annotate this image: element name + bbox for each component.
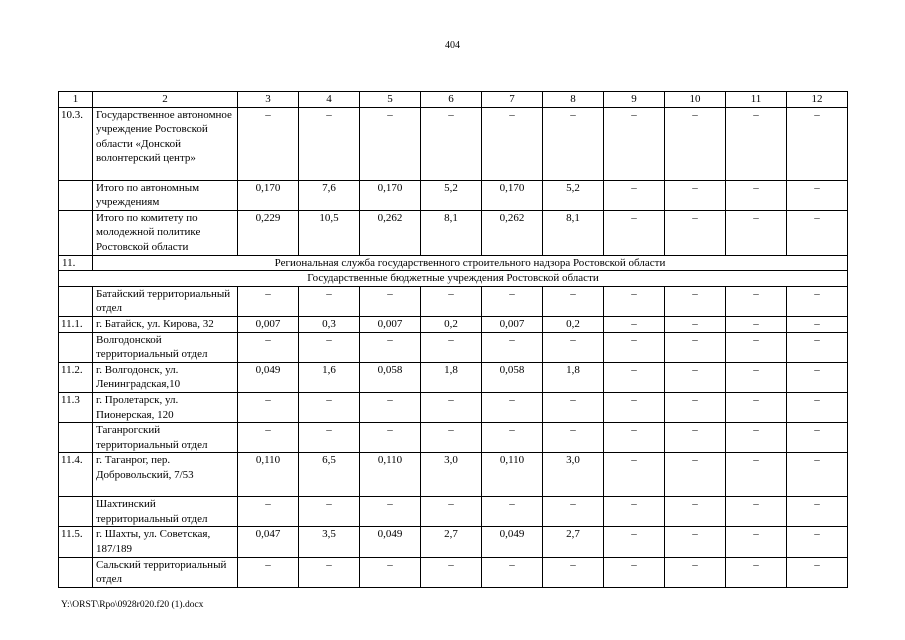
value-cell: – bbox=[604, 316, 665, 332]
value-cell: 1,8 bbox=[421, 362, 482, 392]
row-name: г. Волгодонск, ул. Ленинградская,10 bbox=[93, 362, 238, 392]
value-cell: 0,049 bbox=[238, 362, 299, 392]
value-cell: 7,6 bbox=[299, 180, 360, 210]
subsection-row bbox=[59, 271, 848, 287]
value-cell: – bbox=[604, 332, 665, 362]
table-row bbox=[59, 423, 848, 453]
value-cell: 0,058 bbox=[360, 362, 421, 392]
table-row bbox=[59, 453, 848, 497]
value-cell: 10,5 bbox=[299, 210, 360, 255]
section-title: Региональная служба государственного строительного надзора Ростовской области bbox=[93, 255, 848, 271]
value-cell: – bbox=[482, 497, 543, 527]
row-number bbox=[59, 286, 93, 316]
value-cell: – bbox=[787, 332, 848, 362]
value-cell: – bbox=[238, 497, 299, 527]
table-row bbox=[59, 107, 848, 180]
row-name: г. Шахты, ул. Советская, 187/189 bbox=[93, 527, 238, 557]
value-cell: 0,2 bbox=[421, 316, 482, 332]
column-header: 7 bbox=[482, 92, 543, 108]
row-number: 11.4. bbox=[59, 453, 93, 497]
table-row bbox=[59, 557, 848, 587]
value-cell: 0,170 bbox=[482, 180, 543, 210]
column-header: 11 bbox=[726, 92, 787, 108]
value-cell: – bbox=[787, 286, 848, 316]
value-cell: – bbox=[604, 527, 665, 557]
value-cell: – bbox=[787, 392, 848, 422]
value-cell: – bbox=[726, 423, 787, 453]
row-number bbox=[59, 423, 93, 453]
table-row bbox=[59, 497, 848, 527]
value-cell: 0,229 bbox=[238, 210, 299, 255]
value-cell: – bbox=[299, 557, 360, 587]
row-name: г. Пролетарск, ул. Пионерская, 120 bbox=[93, 392, 238, 422]
table-body bbox=[59, 92, 848, 588]
value-cell: – bbox=[787, 557, 848, 587]
column-header: 12 bbox=[787, 92, 848, 108]
value-cell: – bbox=[299, 392, 360, 422]
value-cell: – bbox=[787, 107, 848, 180]
row-name: Сальский территориальный отдел bbox=[93, 557, 238, 587]
value-cell: – bbox=[482, 286, 543, 316]
column-header: 1 bbox=[59, 92, 93, 108]
value-cell: – bbox=[604, 557, 665, 587]
value-cell: – bbox=[787, 453, 848, 497]
value-cell: 6,5 bbox=[299, 453, 360, 497]
value-cell: – bbox=[360, 423, 421, 453]
value-cell: – bbox=[787, 210, 848, 255]
value-cell: 0,262 bbox=[360, 210, 421, 255]
value-cell: – bbox=[665, 557, 726, 587]
column-header: 3 bbox=[238, 92, 299, 108]
value-cell: – bbox=[299, 107, 360, 180]
header-row bbox=[59, 92, 848, 108]
row-name: Итого по автономным учреждениям bbox=[93, 180, 238, 210]
row-number bbox=[59, 332, 93, 362]
value-cell: – bbox=[421, 286, 482, 316]
subsection-title: Государственные бюджетные учреждения Ростовской области bbox=[59, 271, 848, 287]
value-cell: – bbox=[543, 557, 604, 587]
value-cell: – bbox=[604, 497, 665, 527]
value-cell: 1,6 bbox=[299, 362, 360, 392]
value-cell: – bbox=[726, 316, 787, 332]
table-row bbox=[59, 286, 848, 316]
value-cell: 3,0 bbox=[421, 453, 482, 497]
row-number: 10.3. bbox=[59, 107, 93, 180]
value-cell: 0,049 bbox=[360, 527, 421, 557]
value-cell: – bbox=[787, 423, 848, 453]
value-cell: – bbox=[726, 107, 787, 180]
value-cell: – bbox=[299, 332, 360, 362]
value-cell: – bbox=[665, 527, 726, 557]
value-cell: – bbox=[421, 392, 482, 422]
row-name: Таганрогский территориальный отдел bbox=[93, 423, 238, 453]
value-cell: – bbox=[543, 497, 604, 527]
value-cell: 0,058 bbox=[482, 362, 543, 392]
row-name: Батайский территориальный отдел bbox=[93, 286, 238, 316]
value-cell: – bbox=[604, 362, 665, 392]
value-cell: – bbox=[299, 497, 360, 527]
value-cell: – bbox=[604, 453, 665, 497]
row-name: Волгодонской территориальный отдел bbox=[93, 332, 238, 362]
table-row bbox=[59, 527, 848, 557]
value-cell: 2,7 bbox=[421, 527, 482, 557]
row-name: Шахтинский территориальный отдел bbox=[93, 497, 238, 527]
table-row bbox=[59, 392, 848, 422]
row-number bbox=[59, 180, 93, 210]
value-cell: 0,110 bbox=[360, 453, 421, 497]
value-cell: 8,1 bbox=[421, 210, 482, 255]
value-cell: – bbox=[238, 392, 299, 422]
value-cell: – bbox=[665, 423, 726, 453]
value-cell: – bbox=[360, 286, 421, 316]
value-cell: – bbox=[665, 210, 726, 255]
row-number bbox=[59, 497, 93, 527]
value-cell: – bbox=[482, 392, 543, 422]
value-cell: – bbox=[543, 392, 604, 422]
value-cell: – bbox=[726, 392, 787, 422]
row-number: 11.1. bbox=[59, 316, 93, 332]
value-cell: – bbox=[726, 497, 787, 527]
value-cell: – bbox=[604, 286, 665, 316]
value-cell: – bbox=[726, 180, 787, 210]
value-cell: – bbox=[726, 453, 787, 497]
table-row bbox=[59, 210, 848, 255]
value-cell: – bbox=[726, 210, 787, 255]
column-header: 4 bbox=[299, 92, 360, 108]
value-cell: – bbox=[665, 362, 726, 392]
value-cell: – bbox=[665, 453, 726, 497]
value-cell: 0,110 bbox=[482, 453, 543, 497]
value-cell: – bbox=[726, 527, 787, 557]
table-row bbox=[59, 316, 848, 332]
value-cell: – bbox=[726, 332, 787, 362]
value-cell: – bbox=[482, 557, 543, 587]
value-cell: – bbox=[482, 423, 543, 453]
row-number: 11.2. bbox=[59, 362, 93, 392]
value-cell: 3,0 bbox=[543, 453, 604, 497]
value-cell: – bbox=[543, 332, 604, 362]
row-name: Государственное автономное учреждение Ростовской области «Донской волонтерский центр» bbox=[93, 107, 238, 180]
row-name: Итого по комитету по молодежной политике Ростовской области bbox=[93, 210, 238, 255]
value-cell: – bbox=[665, 497, 726, 527]
value-cell: 0,047 bbox=[238, 527, 299, 557]
section-number: 11. bbox=[59, 255, 93, 271]
value-cell: – bbox=[238, 332, 299, 362]
data-table bbox=[58, 91, 848, 588]
value-cell: 1,8 bbox=[543, 362, 604, 392]
value-cell: 0,2 bbox=[543, 316, 604, 332]
column-header: 8 bbox=[543, 92, 604, 108]
value-cell: – bbox=[299, 286, 360, 316]
value-cell: – bbox=[787, 362, 848, 392]
value-cell: – bbox=[421, 557, 482, 587]
value-cell: 0,007 bbox=[238, 316, 299, 332]
value-cell: – bbox=[665, 392, 726, 422]
value-cell: – bbox=[543, 286, 604, 316]
value-cell: – bbox=[787, 527, 848, 557]
value-cell: – bbox=[360, 107, 421, 180]
value-cell: 0,3 bbox=[299, 316, 360, 332]
column-header: 10 bbox=[665, 92, 726, 108]
value-cell: – bbox=[238, 557, 299, 587]
value-cell: 0,262 bbox=[482, 210, 543, 255]
value-cell: – bbox=[665, 286, 726, 316]
value-cell: – bbox=[787, 497, 848, 527]
table-row bbox=[59, 332, 848, 362]
column-header: 2 bbox=[93, 92, 238, 108]
value-cell: – bbox=[421, 332, 482, 362]
section-row bbox=[59, 255, 848, 271]
row-number bbox=[59, 210, 93, 255]
value-cell: – bbox=[421, 423, 482, 453]
value-cell: – bbox=[482, 332, 543, 362]
value-cell: – bbox=[482, 107, 543, 180]
value-cell: 5,2 bbox=[543, 180, 604, 210]
value-cell: – bbox=[543, 423, 604, 453]
table-row bbox=[59, 180, 848, 210]
value-cell: 0,170 bbox=[238, 180, 299, 210]
row-name: г. Таганрог, пер. Добровольский, 7/53 bbox=[93, 453, 238, 497]
value-cell: – bbox=[360, 497, 421, 527]
column-header: 5 bbox=[360, 92, 421, 108]
value-cell: 0,170 bbox=[360, 180, 421, 210]
row-number: 11.3 bbox=[59, 392, 93, 422]
value-cell: – bbox=[238, 286, 299, 316]
value-cell: – bbox=[787, 316, 848, 332]
value-cell: 5,2 bbox=[421, 180, 482, 210]
value-cell: 3,5 bbox=[299, 527, 360, 557]
value-cell: – bbox=[421, 497, 482, 527]
value-cell: – bbox=[604, 107, 665, 180]
column-header: 6 bbox=[421, 92, 482, 108]
value-cell: – bbox=[238, 423, 299, 453]
value-cell: – bbox=[665, 332, 726, 362]
value-cell: 0,007 bbox=[360, 316, 421, 332]
value-cell: 0,007 bbox=[482, 316, 543, 332]
column-header: 9 bbox=[604, 92, 665, 108]
value-cell: – bbox=[726, 557, 787, 587]
value-cell: – bbox=[604, 423, 665, 453]
row-number bbox=[59, 557, 93, 587]
value-cell: – bbox=[665, 107, 726, 180]
table-row bbox=[59, 362, 848, 392]
value-cell: – bbox=[360, 557, 421, 587]
row-name: г. Батайск, ул. Кирова, 32 bbox=[93, 316, 238, 332]
value-cell: – bbox=[665, 180, 726, 210]
value-cell: – bbox=[726, 362, 787, 392]
value-cell: – bbox=[665, 316, 726, 332]
page-number: 404 bbox=[445, 40, 460, 51]
value-cell: – bbox=[238, 107, 299, 180]
row-number: 11.5. bbox=[59, 527, 93, 557]
value-cell: 8,1 bbox=[543, 210, 604, 255]
value-cell: – bbox=[604, 392, 665, 422]
value-cell: – bbox=[604, 210, 665, 255]
value-cell: – bbox=[299, 423, 360, 453]
value-cell: – bbox=[421, 107, 482, 180]
footer-file-path: Y:\ORST\Rpo\0928r020.f20 (1).docx bbox=[61, 600, 204, 610]
value-cell: 0,110 bbox=[238, 453, 299, 497]
value-cell: – bbox=[543, 107, 604, 180]
value-cell: 0,049 bbox=[482, 527, 543, 557]
value-cell: – bbox=[360, 332, 421, 362]
value-cell: – bbox=[726, 286, 787, 316]
value-cell: – bbox=[604, 180, 665, 210]
value-cell: – bbox=[787, 180, 848, 210]
value-cell: – bbox=[360, 392, 421, 422]
value-cell: 2,7 bbox=[543, 527, 604, 557]
